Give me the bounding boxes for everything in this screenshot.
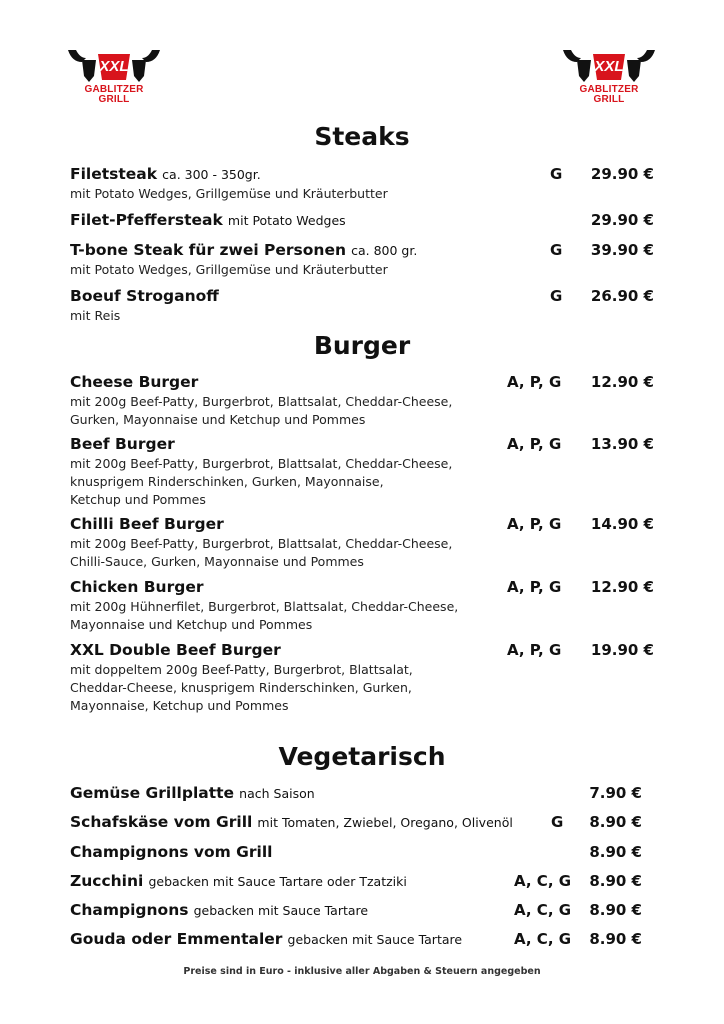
item-description: Mayonnaise und Ketchup und Pommes [70,617,313,632]
item-allergens: A, C, G [514,901,572,919]
item-allergens: G [550,287,563,305]
menu-item [70,210,654,230]
item-note: ca. 300 - 350gr. [162,167,261,182]
item-allergens: A, P, G [507,578,562,596]
menu-item [70,871,642,891]
item-name: Cheese Burger [70,373,199,391]
logo-text-grill: GRILL [98,94,130,105]
item-allergens: G [550,241,563,259]
item-note: gebacken mit Sauce Tartare [193,903,369,918]
item-price: 14.90 € [590,515,654,533]
item-description: mit Potato Wedges, Grillgemüse und Kräuterbutter [70,186,388,201]
item-allergens: A, P, G [507,373,562,391]
item-name: Champignons vom Grill [70,843,273,861]
item-price: 8.90 € [589,813,642,831]
logo-text-gablitzer: GABLITZER [579,84,639,95]
logo-right [559,46,659,108]
item-allergens: A, P, G [507,641,562,659]
section-title-vegetarisch: Vegetarisch [278,742,446,771]
item-price: 13.90 € [590,435,654,453]
item-note: gebacken mit Sauce Tartare oder Tzatziki [148,874,407,889]
item-price: 19.90 € [590,641,654,659]
item-description: Cheddar-Cheese, knusprigem Rinderschinken, Gurken, [70,680,412,695]
menu-item [70,842,642,862]
menu-item [70,783,642,803]
item-price: 7.90 € [589,784,642,802]
menu-item [70,900,642,920]
item-description: mit Potato Wedges, Grillgemüse und Kräuterbutter [70,262,388,277]
menu-item [70,577,654,633]
item-description: Ketchup und Pommes [70,492,206,507]
menu-item [70,164,654,202]
item-description: Chilli-Sauce, Gurken, Mayonnaise und Pommes [70,554,364,569]
item-description: Gurken, Mayonnaise und Ketchup und Pommes [70,412,366,427]
item-price: 8.90 € [589,901,642,919]
item-name: Gemüse Grillplatte [70,784,235,802]
item-name: XXL Double Beef Burger [70,641,281,659]
menu-item [70,434,654,508]
item-note: mit Potato Wedges [227,213,346,228]
item-name: Champignons [70,901,189,919]
item-allergens: A, P, G [507,435,562,453]
logo-text-gablitzer: GABLITZER [84,84,144,95]
item-price: 39.90 € [590,241,654,259]
item-description: knusprigem Rinderschinken, Gurken, Mayonnaise, [70,474,384,489]
menu-item [70,372,654,428]
menu-item [70,514,654,570]
menu-item [70,640,654,714]
item-note: mit Tomaten, Zwiebel, Oregano, Olivenöl [257,815,513,830]
section-title-steaks: Steaks [314,122,410,151]
item-price: 12.90 € [590,373,654,391]
menu-item [70,929,642,949]
item-allergens: A, C, G [514,930,572,948]
item-description: mit doppeltem 200g Beef-Patty, Burgerbrot, Blattsalat, [70,662,413,677]
item-name: Zucchini [70,872,144,890]
item-name: Filet-Pfeffersteak [70,211,223,229]
menu-item [70,286,654,324]
item-note: ca. 800 gr. [351,243,418,258]
item-description: mit Reis [70,308,121,323]
item-description: mit 200g Beef-Patty, Burgerbrot, Blattsalat, Cheddar-Cheese, [70,394,453,409]
item-allergens: A, C, G [514,872,572,890]
logo-badge: XXL [594,58,624,75]
item-description: mit 200g Hühnerfilet, Burgerbrot, Blattsalat, Cheddar-Cheese, [70,599,459,614]
item-price: 8.90 € [589,843,642,861]
item-name: T-bone Steak für zwei Personen [70,241,347,259]
item-price: 29.90 € [590,165,654,183]
item-name: Beef Burger [70,435,175,453]
item-allergens: G [551,813,564,831]
menu-item [70,240,654,278]
item-note: nach Saison [239,786,315,801]
section-title-burger: Burger [313,331,411,360]
item-name: Filetsteak [70,165,158,183]
item-price: 29.90 € [590,211,654,229]
logo-text-grill: GRILL [593,94,625,105]
item-name: Chicken Burger [70,578,204,596]
item-price: 26.90 € [590,287,654,305]
item-description: Mayonnaise, Ketchup und Pommes [70,698,289,713]
item-description: mit 200g Beef-Patty, Burgerbrot, Blattsalat, Cheddar-Cheese, [70,536,453,551]
logo-left [64,46,164,108]
footer-note: Preise sind in Euro - inklusive aller Abgaben & Steuern angegeben [183,966,541,977]
item-note: gebacken mit Sauce Tartare [287,932,463,947]
item-price: 8.90 € [589,872,642,890]
item-name: Schafskäse vom Grill [70,813,253,831]
item-name: Boeuf Stroganoff [70,287,219,305]
item-allergens: A, P, G [507,515,562,533]
logo-badge: XXL [99,58,129,75]
item-price: 8.90 € [589,930,642,948]
item-name: Chilli Beef Burger [70,515,224,533]
menu-item [70,812,642,832]
item-price: 12.90 € [590,578,654,596]
item-name: Gouda oder Emmentaler [70,930,283,948]
item-description: mit 200g Beef-Patty, Burgerbrot, Blattsalat, Cheddar-Cheese, [70,456,453,471]
item-allergens: G [550,165,563,183]
